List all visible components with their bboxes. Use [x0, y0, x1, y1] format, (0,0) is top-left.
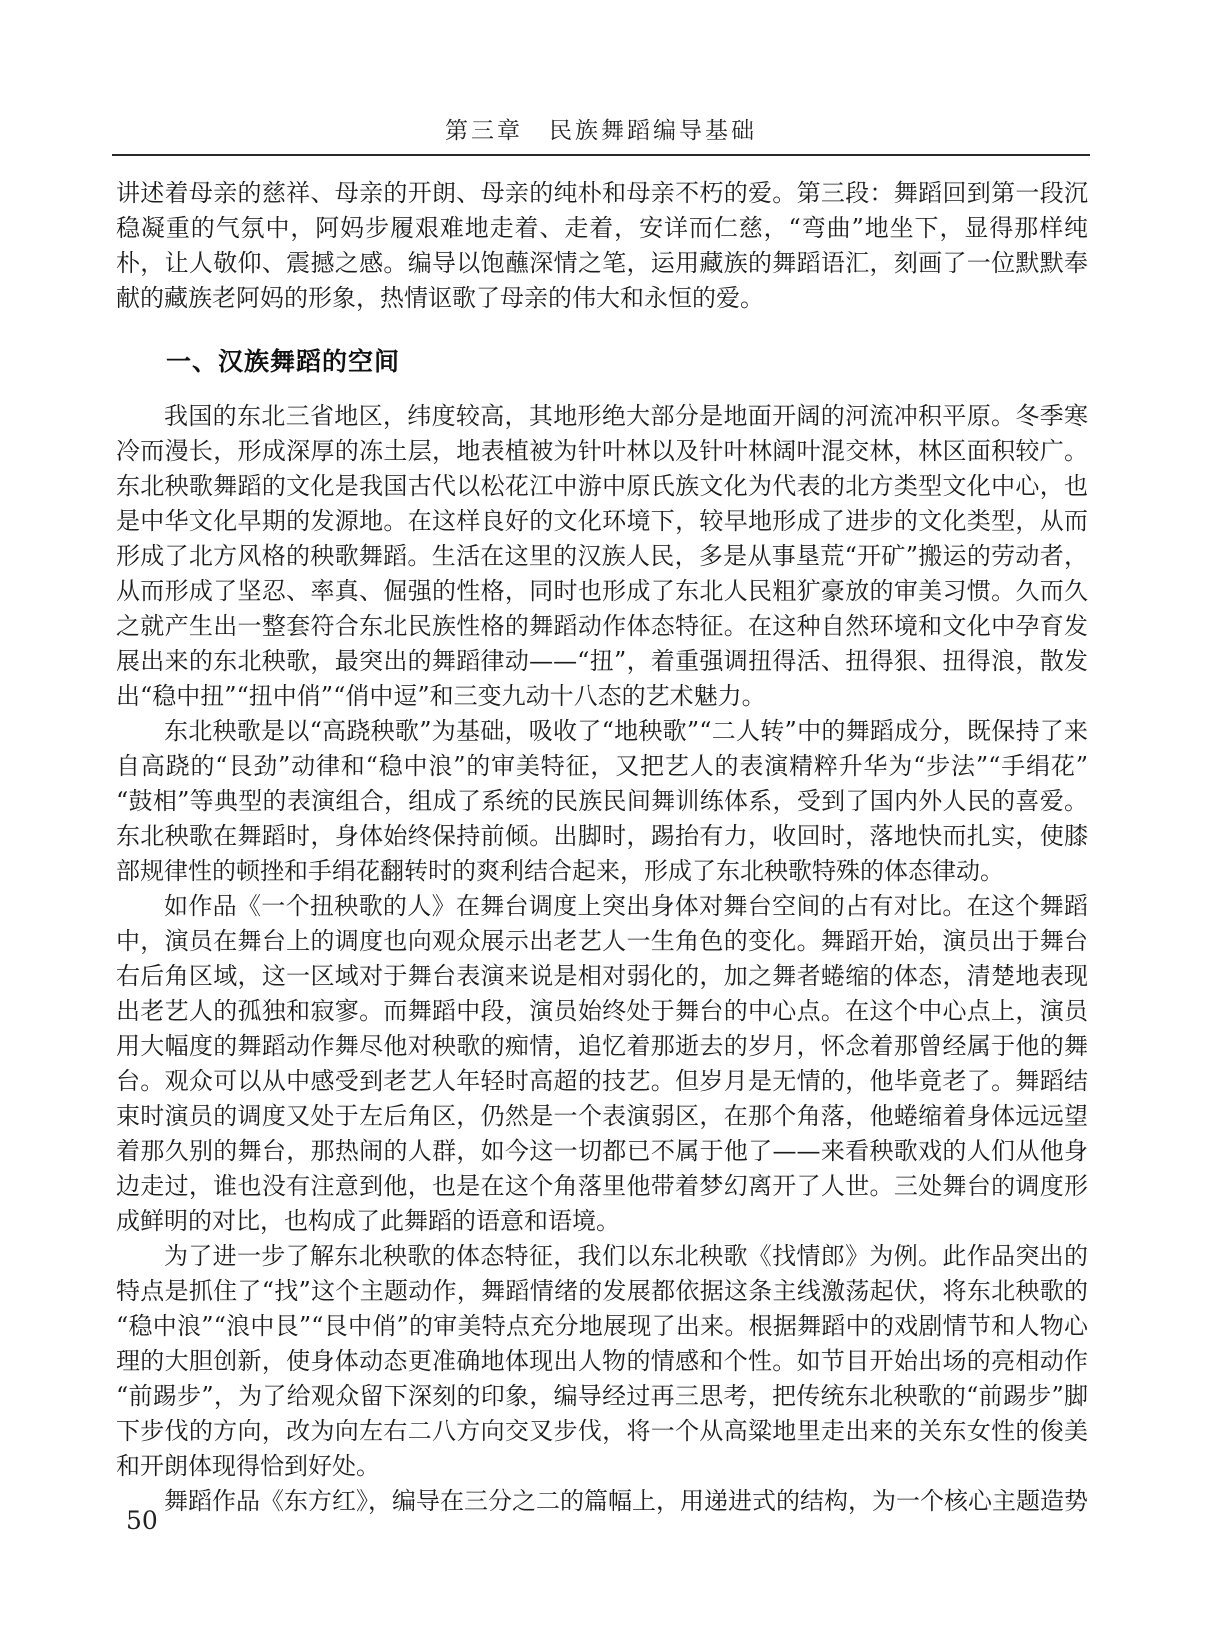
header-rule	[112, 154, 1090, 156]
page-number: 50	[126, 1506, 158, 1535]
paragraph-3: 如作品《一个扭秧歌的人》在舞台调度上突出身体对舞台空间的占有对比。在这个舞蹈中，演员在舞台上的调度也向观众展示出老艺人一生角色的变化。舞蹈开始，演员出于舞台右后角区域，这一区域对于舞台表演来说是相对弱化的，加之舞者蜷缩的体态，清楚地表现出老艺人的孤独和寂寥。而舞蹈中段，演员始终处于舞台的中心点。在这个中心点上，演员用大幅度的舞蹈动作舞尽他对秧歌的痴情，追忆着那逝去的岁月，怀念着那曾经属于他的舞台。观众可以从中感受到老艺人年轻时高超的技艺。但岁月是无情的，他毕竟老了。舞蹈结束时演员的调度又处于左后角区，仍然是一个表演弱区，在那个角落，他蜷缩着身体远远望着那久别的舞台，那热闹的人群，如今这一切都已不属于他了——来看秧歌戏的人们从他身边走过，谁也没有注意到他，也是在这个角落里他带着梦幻离开了人世。三处舞台的调度形成鲜明的对比，也构成了此舞蹈的语意和语境。	[116, 892, 1088, 1235]
paragraph-intro: 讲述着母亲的慈祥、母亲的开朗、母亲的纯朴和母亲不朽的爱。第三段：舞蹈回到第一段沉稳凝重的气氛中，阿妈步履艰难地走着、走着，安详而仁慈，“弯曲”地坐下，显得那样纯朴，让人敬仰、震撼之感。编导以饱蘸深情之笔，运用藏族的舞蹈语汇，刻画了一位默默奉献的藏族老阿妈的形象，热情讴歌了母亲的伟大和永恒的爱。	[116, 179, 1088, 312]
paragraph-1: 我国的东北三省地区，纬度较高，其地形绝大部分是地面开阔的河流冲积平原。冬季寒冷而漫长，形成深厚的冻土层，地表植被为针叶林以及针叶林阔叶混交林，林区面积较广。东北秧歌舞蹈的文化是我国古代以松花江中游中原氏族文化为代表的北方类型文化中心，也是中华文化早期的发源地。在这样良好的文化环境下，较早地形成了进步的文化类型，从而形成了北方风格的秧歌舞蹈。生活在这里的汉族人民，多是从事垦荒“开矿”搬运的劳动者，从而形成了坚忍、率真、倔强的性格，同时也形成了东北人民粗犷豪放的审美习惯。久而久之就产生出一整套符合东北民族性格的舞蹈动作体态特征。在这种自然环境和文化中孕育发展出来的东北秧歌，最突出的舞蹈律动——“扭”，着重强调扭得活、扭得狠、扭得浪，散发出“稳中扭”“扭中俏”“俏中逗”和三变九动十八态的艺术魅力。	[116, 402, 1088, 710]
paragraph-5: 舞蹈作品《东方红》，编导在三分之二的篇幅上，用递进式的结构，为一个核心主题造势	[164, 1487, 1088, 1515]
paragraph-2: 东北秧歌是以“高跷秧歌”为基础，吸收了“地秧歌”“二人转”中的舞蹈成分，既保持了来自高跷的“艮劲”动律和“稳中浪”的审美特征，又把艺人的表演精粹升华为“步法”“手绢花”“鼓相”等典型的表演组合，组成了系统的民族民间舞训练体系，受到了国内外人民的喜爱。东北秧歌在舞蹈时，身体始终保持前倾。出脚时，踢抬有力，收回时，落地快而扎实，使膝部规律性的顿挫和手绢花翻转时的爽利结合起来，形成了东北秧歌特殊的体态律动。	[116, 717, 1088, 885]
paragraph-4: 为了进一步了解东北秧歌的体态特征，我们以东北秧歌《找情郎》为例。此作品突出的特点是抓住了“找”这个主题动作，舞蹈情绪的发展都依据这条主线激荡起伏，将东北秧歌的“稳中浪”“浪中艮”“艮中俏”的审美特点充分地展现了出来。根据舞蹈中的戏剧情节和人物心理的大胆创新，使身体动态更准确地体现出人物的情感和个性。如节目开始出场的亮相动作“前踢步”，为了给观众留下深刻的印象，编导经过再三思考，把传统东北秧歌的“前踢步”脚下步伐的方向，改为向左右二八方向交叉步伐，将一个从高粱地里走出来的关东女性的俊美和开朗体现得恰到好处。	[116, 1242, 1088, 1480]
section-heading: 一、汉族舞蹈的空间	[166, 347, 401, 376]
page-body	[116, 176, 1088, 1519]
running-head-chapter-title: 第三章 民族舞蹈编导基础	[445, 118, 757, 144]
